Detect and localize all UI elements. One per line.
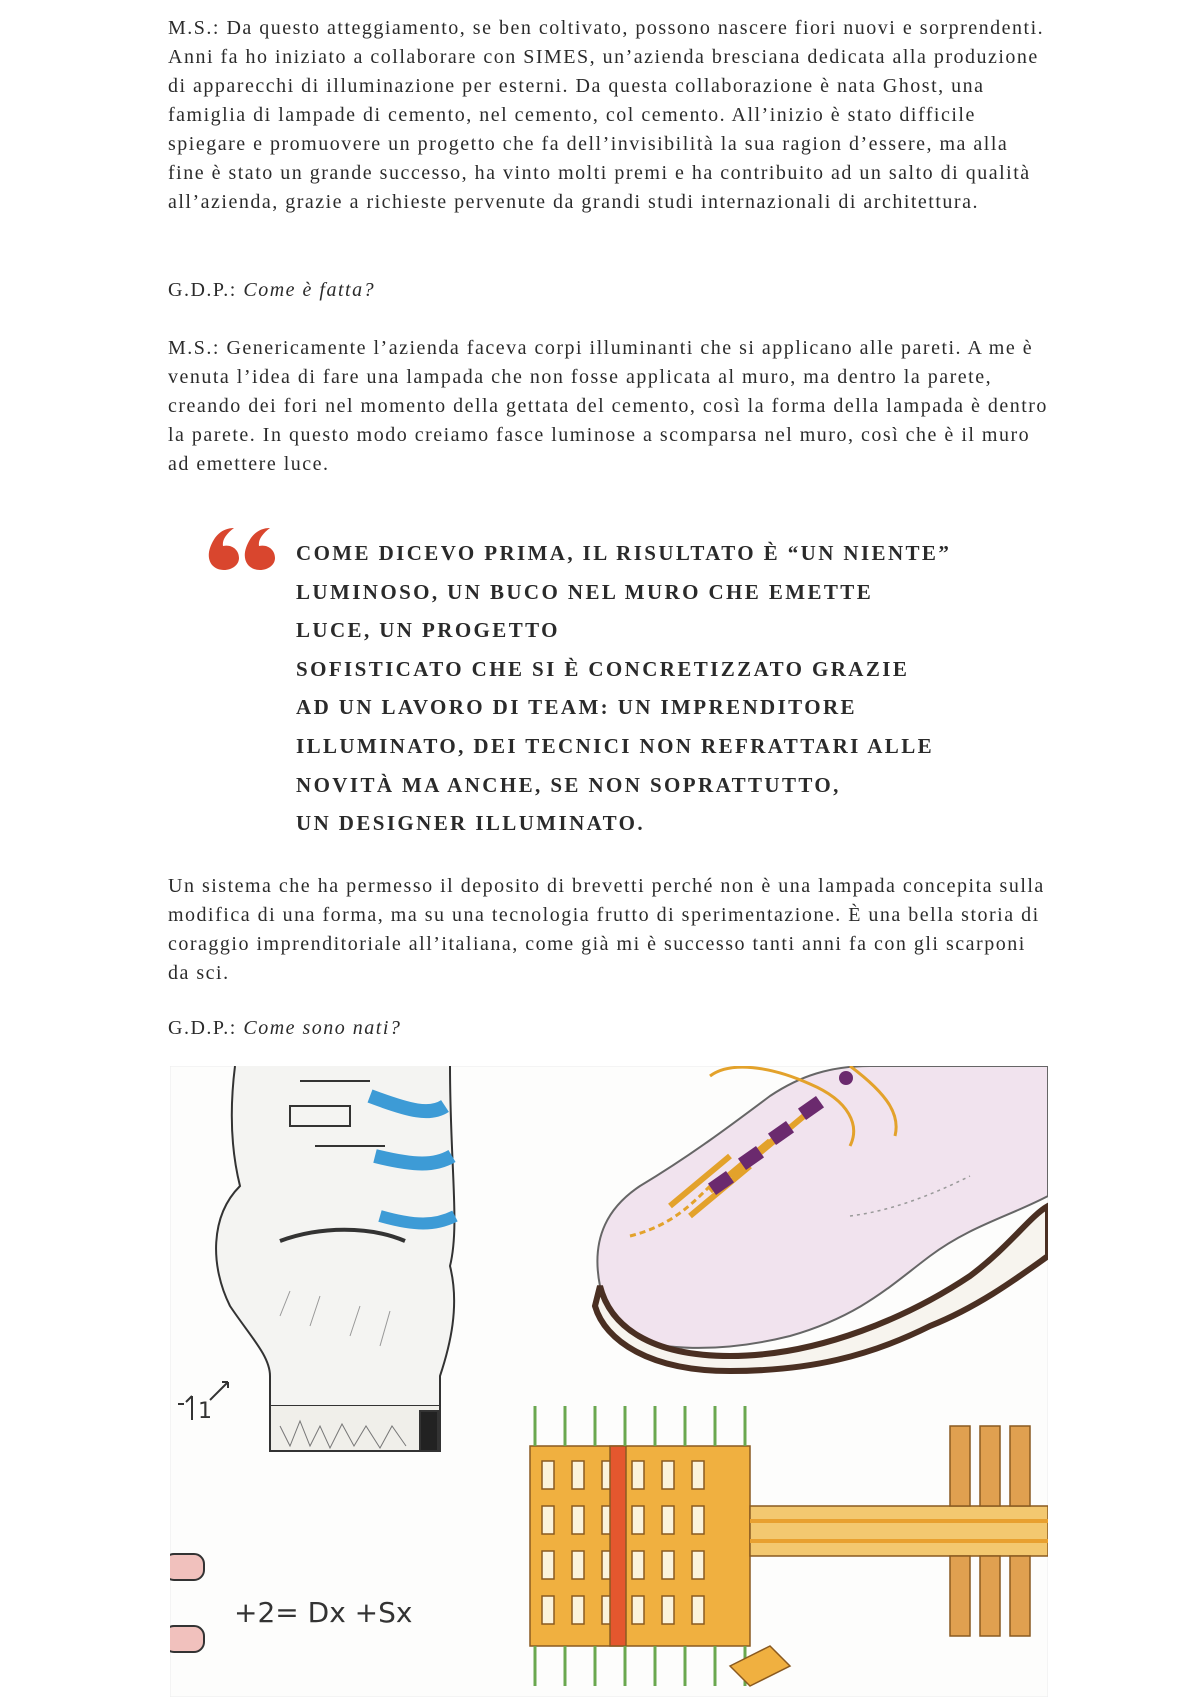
question-text: Come è fatta? (243, 279, 376, 301)
paragraph-text: Da questo atteggiamento, se ben coltivato, possono nascere fiori nuovi e sorprendenti. Anni fa ho iniziato a collaborare con SIMES, un’azienda bresciana dedicata alla produzione di apparecchi di illuminazione per esterni. Da questa collaborazione è nata Ghost, una famiglia di lampade di cemento, nel cemento, col cemento. All’inizio è stato difficile spiegare e promuovere un progetto che fa dell’invisibilità la sua ragion d’essere, ma alla fine è stato un grande successo, ha vinto molti premi e ha contribuito ad un salto di qualità all’azienda, grazie a richieste pervenute da grandi studi internazionali di architettura. (168, 17, 1045, 213)
paragraph-text: Un sistema che ha permesso il deposito di brevetti perché non è una lampada concepita sulla modifica di una forma, ma su una tecnologia frutto di sperimentazione. È una bella storia di coraggio imprenditoriale all’italiana, come già mi è successo tanti anni fa con gli scarponi da sci. (168, 875, 1045, 984)
pull-quote-line: LUMINOSO, UN BUCO NEL MURO CHE EMETTE (296, 579, 874, 604)
speaker-label: M.S.: (168, 337, 220, 359)
sketch-label: 1 (198, 1399, 212, 1424)
answer-paragraph (168, 334, 1048, 479)
pull-quote-line: SOFISTICATO CHE SI È CONCRETIZZATO GRAZIE (296, 656, 910, 681)
formula-text: +2= Dx +Sx (234, 1596, 413, 1629)
pull-quote-line: AD UN LAVORO DI TEAM: UN IMPRENDITORE (296, 695, 857, 720)
pull-quote-line: UN DESIGNER ILLUMINATO. (296, 811, 646, 836)
speaker-label: M.S.: (168, 17, 220, 39)
pull-quote-line: COME DICEVO PRIMA, IL RISULTATO È “UN NIENTE” (296, 541, 952, 565)
speaker-label: G.D.P.: (168, 1017, 237, 1039)
question-text: Come sono nati? (243, 1017, 402, 1039)
pull-quote (296, 534, 1016, 843)
pull-quote-line: LUCE, UN PROGETTO (296, 618, 560, 643)
paragraph-text: Genericamente l’azienda faceva corpi illuminanti che si applicano alle pareti. A me è venuta l’idea di fare una lampada che non fosse applicata al muro, ma dentro la parete, creando dei fori nel momento della gettata del cemento, così la forma della lampada è dentro la parete. In questo modo creiamo fasce luminose a scomparsa nel muro, così che è il muro ad emettere luce. (168, 337, 1048, 475)
quote-mark-icon (208, 478, 284, 578)
pull-quote-line: ILLUMINATO, DEI TECNICI NON REFRATTARI ALLE (296, 733, 935, 758)
question-paragraph (168, 276, 1048, 305)
body-paragraph (168, 872, 1048, 988)
answer-paragraph (168, 14, 1048, 217)
pull-quote-line: NOVITÀ MA ANCHE, SE NON SOPRATTUTTO, (296, 772, 841, 797)
design-sketch-illustration (170, 1066, 1048, 1697)
question-paragraph (168, 1014, 1048, 1043)
speaker-label: G.D.P.: (168, 279, 237, 301)
